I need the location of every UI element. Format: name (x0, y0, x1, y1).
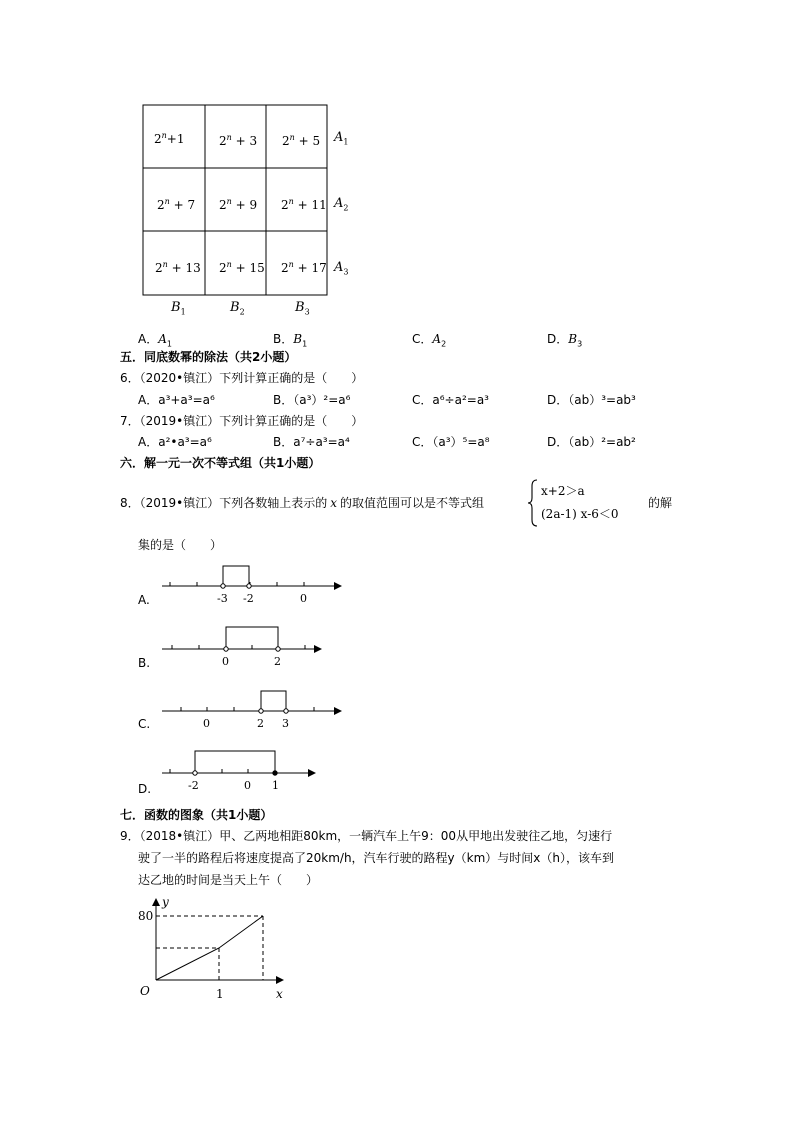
q8-stem-mid: 的取值范围可以是不等式组 (340, 496, 485, 510)
graph-y-tick-80: 80 (138, 909, 154, 923)
q7-stem: 7．（2019•镇江）下列计算正确的是（ ） (120, 414, 364, 428)
q8-stem-after: 的解 (648, 496, 673, 510)
q5-option-d[interactable]: D．$B_3$ (547, 332, 583, 349)
q8-c-tick-1: 0 (203, 717, 210, 730)
row-label-a2: $A_2$ (334, 196, 349, 213)
q8-ineq1: x+2＞a (541, 484, 585, 498)
q8-c-tick-2: 2 (257, 717, 264, 730)
q7-option-d[interactable]: D．（ab）²=ab² (547, 435, 636, 449)
row-label-a3: $A_3$ (334, 260, 349, 277)
col-label-b2: $B_2$ (230, 300, 245, 317)
q8-label-b[interactable]: B. (138, 656, 151, 670)
q6-option-d[interactable]: D．（ab）³=ab³ (547, 393, 636, 407)
q8-numberline-d[interactable] (160, 745, 330, 795)
col-label-b1: $B_1$ (171, 300, 186, 317)
q9-graph (130, 890, 300, 1005)
q8-label-d[interactable]: D. (138, 782, 152, 796)
graph-origin: O (140, 984, 150, 998)
q8-ineq2: (2a-1) x-6＜0 (541, 507, 619, 521)
q6-option-b[interactable]: B．（a³）²=a⁶ (273, 393, 351, 407)
q6-option-c[interactable]: C．a⁶÷a²=a³ (412, 393, 489, 407)
grid-cell-r2c1: $2^n + 7$ (157, 197, 196, 212)
graph-x-tick-1: 1 (216, 987, 224, 1001)
graph-x-label: x (276, 987, 283, 1001)
grid-cell-r3c3: $2^n + 17$ (281, 260, 327, 275)
q6-option-a[interactable]: A．a³+a³=a⁶ (138, 393, 215, 407)
q8-label-c[interactable]: C. (138, 717, 151, 731)
q8-stem-line2: 集的是（ ） (138, 538, 223, 552)
q8-a-tick-1: -3 (217, 592, 228, 605)
q8-label-a[interactable]: A. (138, 593, 150, 607)
grid-cell-r3c2: $2^n + 15$ (219, 260, 265, 275)
q8-c-tick-3: 3 (282, 717, 289, 730)
q5-option-c[interactable]: C．$A_2$ (412, 332, 447, 349)
q9-line2: 驶了一半的路程后将速度提高了20km/h，汽车行驶的路程y（km）与时间x（h），该车到 (138, 851, 615, 865)
q8-stem-line1 (120, 494, 484, 511)
q9-line3: 达乙地的时间是当天上午（ ） (138, 873, 319, 887)
q9-line1: 9．（2018•镇江）甲、乙两地相距80km，一辆汽车上午9：00从甲地出发驶往乙地，匀速行 (120, 829, 613, 843)
grid-cell-r1c2: $2^n + 3$ (219, 133, 258, 148)
q8-b-tick-2: 2 (274, 655, 281, 668)
q8-numberline-b[interactable] (160, 622, 340, 672)
section-6-heading: 六．解一元一次不等式组（共1小题） (120, 456, 321, 470)
q8-a-tick-3: 0 (300, 592, 307, 605)
q8-d-tick-2: 0 (244, 779, 251, 792)
col-label-b3: $B_3$ (295, 300, 310, 317)
grid-cell-r2c2: $2^n + 9$ (219, 197, 258, 212)
q8-numberline-c[interactable] (160, 684, 350, 734)
q8-brace (527, 478, 539, 528)
q7-option-c[interactable]: C．（a³）⁵=a⁸ (412, 435, 490, 449)
graph-y-label: y (162, 895, 169, 909)
q8-var: x (330, 496, 338, 510)
grid-cell-r1c3: $2^n + 5$ (282, 133, 321, 148)
q8-b-tick-1: 0 (222, 655, 229, 668)
q8-stem-before: 8．（2019•镇江）下列各数轴上表示的 (120, 496, 328, 510)
section-5-heading: 五．同底数幂的除法（共2小题） (120, 350, 297, 364)
grid-cell-r2c3: $2^n + 11$ (281, 197, 327, 212)
q8-numberline-a[interactable] (160, 560, 350, 610)
q8-d-tick-1: -2 (188, 779, 199, 792)
row-label-a1: $A_1$ (334, 130, 349, 147)
q7-option-a[interactable]: A．a²•a³=a⁶ (138, 435, 212, 449)
q5-option-a[interactable]: A．$A_1$ (138, 332, 172, 349)
q8-d-tick-3: 1 (272, 779, 279, 792)
grid-cell-r1c1: $2^n+1$ (154, 131, 185, 146)
q8-a-tick-2: -2 (243, 592, 254, 605)
q6-stem: 6．（2020•镇江）下列计算正确的是（ ） (120, 371, 364, 385)
q5-option-b[interactable]: B．$B_1$ (273, 332, 308, 349)
section-7-heading: 七．函数的图象（共1小题） (120, 808, 273, 822)
q7-option-b[interactable]: B．a⁷÷a³=a⁴ (273, 435, 350, 449)
grid-cell-r3c1: $2^n + 13$ (155, 260, 201, 275)
